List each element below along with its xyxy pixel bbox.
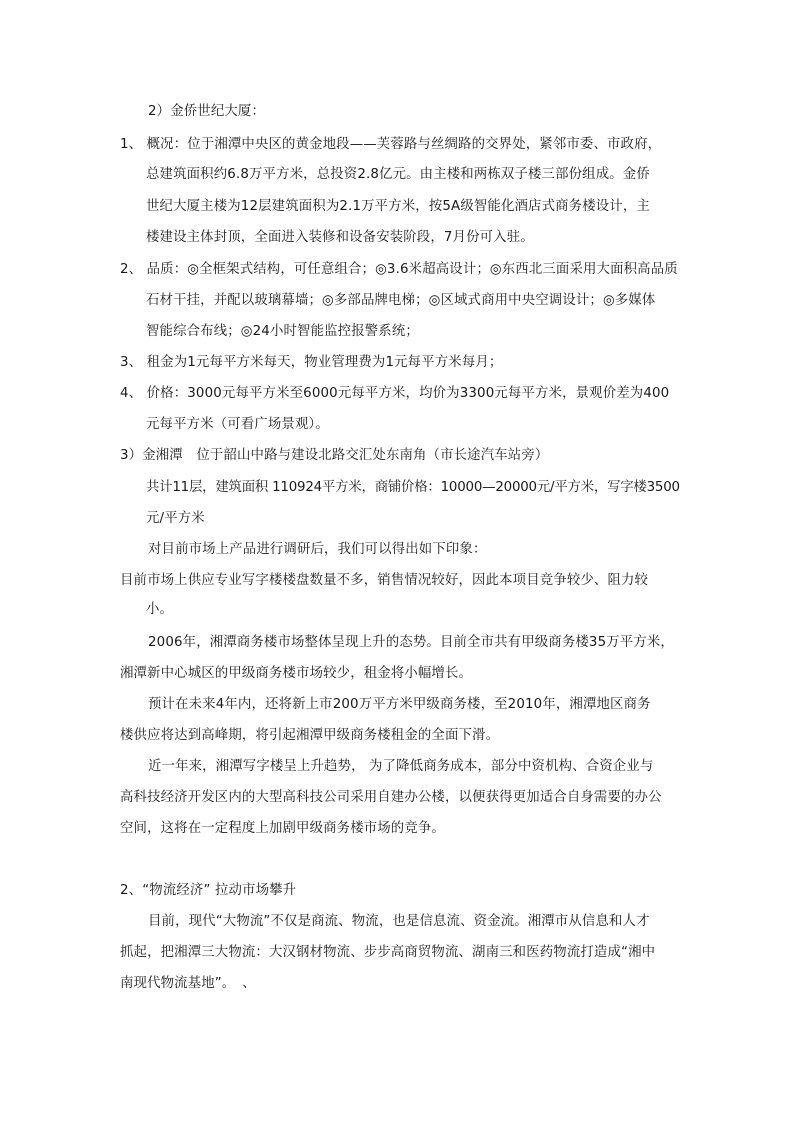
item-price-line-1: 4、 价格：3000元每平方米至6000元每平方米，均价为3300元每平方米，景观价差为400 bbox=[120, 386, 670, 401]
item-overview-line-3: 世纪大厦主楼为12层建筑面积为2.1万平方米，按5A级智能化酒店式商务楼设计，主 bbox=[146, 199, 650, 214]
forecast-line-1: 预计在未来4年内，还将新上市200万平方米甲级商务楼，至2010年，湘潭地区商务 bbox=[148, 697, 651, 712]
market-2006-line-1: 2006年，湘潭商务楼市场整体呈现上升的态势。目前全市共有甲级商务楼35万平方米， bbox=[148, 635, 674, 650]
item-rent: 3、 租金为1元每平方米每天，物业管理费为1元每平方米每月； bbox=[120, 355, 503, 370]
item-quality-line-3: 智能综合布线；◎24小时智能监控报警系统； bbox=[146, 324, 419, 339]
item-overview-line-4: 楼建设主体封顶，全面进入装修和设备安装阶段，7月份可入驻。 bbox=[146, 230, 534, 245]
survey-conclusion-line-1: 目前市场上供应专业写字楼楼盘数量不多，销售情况较好，因此本项目竞争较少、阻力较 bbox=[120, 573, 649, 588]
item-quality-line-1: 2、 品质：◎全框架式结构，可任意组合；◎3.6米超高设计；◎东西北三面采用大面积高品质 bbox=[120, 262, 678, 277]
jinxiangtan-detail-line-1: 共计11层，建筑面积 110924平方米，商铺价格：10000—20000元/平方米，写字楼3500 bbox=[146, 480, 680, 495]
item-overview-line-2: 总建筑面积约6.8万平方米，总投资2.8亿元。由主楼和两栋双子楼三部份组成。金侨 bbox=[146, 167, 650, 182]
forecast-line-2: 楼供应将达到高峰期，将引起湘潭甲级商务楼租金的全面下滑。 bbox=[120, 728, 500, 743]
item-price-line-2: 元每平方米（可看广场景观）。 bbox=[146, 417, 329, 432]
recent-trend-line-1: 近一年来，湘潭写字楼呈上升趋势， 为了降低商务成本，部分中资机构、合资企业与 bbox=[148, 759, 654, 774]
logistics-line-1: 目前，现代“大物流”不仅是商流、物流，也是信息流、资金流。湘潭市从信息和人才 bbox=[148, 914, 650, 929]
section-heading-jinqiao: 2）金侨世纪大厦： bbox=[148, 104, 265, 119]
logistics-line-3: 南现代物流基地”。 、 bbox=[120, 976, 256, 991]
survey-intro: 对目前市场上产品进行调研后，我们可以得出如下印象： bbox=[148, 542, 487, 557]
logistics-line-2: 抓起，把湘潭三大物流：大汉钢材物流、步步高商贸物流、湖南三和医药物流打造成“湘中 bbox=[120, 945, 656, 960]
item-overview-line-1: 1、 概况：位于湘潭中央区的黄金地段——芙蓉路与丝绸路的交界处，紧邻市委、市政府， bbox=[120, 137, 662, 152]
item-quality-line-2: 石材干挂，并配以玻璃幕墙；◎多部品牌电梯；◎区域式商用中央空调设计；◎多媒体 bbox=[146, 293, 656, 308]
section-heading-logistics: 2、“物流经济” 拉动市场攀升 bbox=[120, 883, 297, 898]
market-2006-line-2: 湘潭新中心城区的甲级商务楼市场较少，租金将小幅增长。 bbox=[120, 666, 473, 681]
survey-conclusion-line-2: 小。 bbox=[146, 602, 174, 617]
recent-trend-line-2: 高科技经济开发区内的大型高科技公司采用自建办公楼，以便获得更加适合自身需要的办公 bbox=[120, 790, 662, 805]
section-heading-jinxiangtan: 3）金湘潭 位于韶山中路与建设北路交汇处东南角（市长途汽车站旁） bbox=[120, 448, 549, 463]
jinxiangtan-detail-line-2: 元/平方米 bbox=[146, 511, 205, 526]
recent-trend-line-3: 空间，这将在一定程度上加剧甲级商务楼市场的竞争。 bbox=[120, 821, 445, 836]
